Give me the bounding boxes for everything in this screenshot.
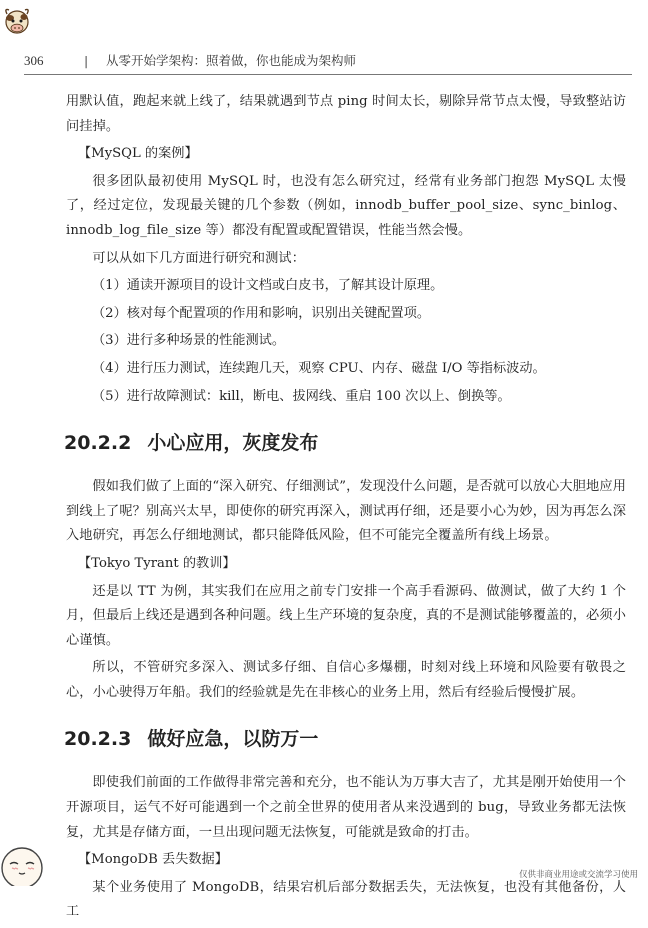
cow-mascot-icon (2, 4, 32, 38)
research-intro-paragraph: 可以从如下几方面进行研究和测试： (92, 250, 305, 266)
intro-paragraph: 用默认值，跑起来就上线了，结果就遇到节点 ping 时间太长，剔除异常节点太慢，导致整站访问挂掉。 (66, 94, 626, 134)
section-number: 20.2.3 (64, 728, 132, 751)
research-list-item: （1）通读开源项目的设计文档或白皮书，了解其设计原理。 (92, 278, 444, 294)
watermark-text: 仅供非商业用途或交流学习使用 (518, 870, 638, 880)
header-separator: | (84, 53, 89, 68)
research-list-item: （5）进行故障测试：kill，断电、拔网线、重启 100 次以上、倒换等。 (92, 388, 511, 404)
gray-release-paragraph: 假如我们做了上面的“深入研究、仔细测试”，发现没什么问题，是否就可以放心大胆地应用到线上了呢？别高兴太早，即使你的研究再深入，测试再仔细，还是要小心为妙，因为再怎么深入地研究，再怎么仔细地测试，都只能降低风险，但不可能完全覆盖所有线上场景。 (66, 479, 626, 544)
mongodb-paragraph: 某个业务使用了 MongoDB，结果宕机后部分数据丢失，无法恢复，也没有其他备份，人工 (66, 879, 626, 920)
page-number: 306 (24, 53, 44, 68)
section-title: 小心应用，灰度发布 (147, 432, 319, 455)
caution-paragraph: 所以，不管研究多深入、测试多仔细、自信心多爆棚，时刻对线上环境和风险要有敬畏之心，小心驶得万年船。我们的经验就是先在非核心的业务上用，然后有经验后慢慢扩展。 (66, 660, 626, 700)
research-list-item: （2）核对每个配置项的作用和影响，识别出关键配置项。 (92, 305, 431, 321)
page-header (24, 50, 624, 72)
sleepy-face-mascot-icon (0, 838, 48, 886)
section-heading-20-2-2 (64, 429, 626, 457)
section-number: 20.2.2 (64, 432, 132, 455)
main-content (66, 90, 626, 928)
tokyo-tyrant-case-title: 【Tokyo Tyrant 的教训】 (78, 555, 236, 571)
mysql-paragraph: 很多团队最初使用 MySQL 时，也没有怎么研究过，经常有业务部门抱怨 MySQL 太慢了，经过定位，发现最关键的几个参数（例如，innodb_buffer_pool_size、sync_binlog、innodb_log_file_size 等）都没有配置或配置错误，性能当然会慢。 (66, 173, 626, 238)
research-list-item: （4）进行压力测试，连续跑几天，观察 CPU、内存、磁盘 I/O 等指标波动。 (92, 360, 546, 376)
emergency-paragraph: 即使我们前面的工作做得非常完善和充分，也不能认为万事大吉了，尤其是刚开始使用一个开源项目，运气不好可能遇到一个之前全世界的使用者从来没遇到的 bug，导致业务都无法恢复，尤其是存储方面，一旦出现问题无法恢复，可能就是致命的打击。 (66, 775, 626, 840)
tokyo-tyrant-paragraph: 还是以 TT 为例，其实我们在应用之前专门安排一个高手看源码、做测试，做了大约 1 个月，但最后上线还是遇到各种问题。线上生产环境的复杂度，真的不是测试能够覆盖的，必须小心谨慎。 (66, 583, 626, 648)
research-list-item: （3）进行多种场景的性能测试。 (92, 333, 286, 349)
section-heading-20-2-3 (64, 725, 626, 753)
section-title: 做好应急，以防万一 (147, 728, 319, 751)
header-rule (24, 74, 632, 75)
book-title: 从零开始学架构：照着做，你也能成为架构师 (106, 53, 357, 68)
mysql-case-title: 【MySQL 的案例】 (78, 146, 198, 162)
mongodb-case-title: 【MongoDB 丢失数据】 (78, 852, 228, 868)
